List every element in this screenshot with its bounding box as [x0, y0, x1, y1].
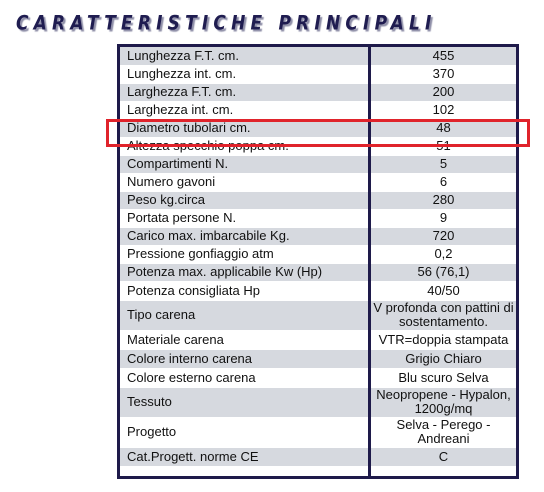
- table-row: [120, 227, 516, 245]
- row-value: 51: [371, 137, 516, 155]
- row-value: 0,2: [371, 245, 516, 263]
- row-label: Cat.Progett. norme CE: [120, 447, 368, 466]
- row-label: Larghezza int. cm.: [120, 101, 368, 119]
- row-value: 48: [371, 119, 516, 137]
- table-row: [120, 173, 516, 191]
- table-row: [120, 447, 516, 466]
- row-label: Altezza specchio poppa cm.: [120, 137, 368, 155]
- row-label: Tessuto: [120, 387, 368, 417]
- row-label: Colore interno carena: [120, 349, 368, 368]
- table-row: [120, 65, 516, 83]
- row-label: Lunghezza F.T. cm.: [120, 47, 368, 65]
- row-value: Grigio Chiaro: [371, 349, 516, 368]
- row-value: 455: [371, 47, 516, 65]
- table-row: [120, 281, 516, 300]
- row-label: Colore esterno carena: [120, 368, 368, 387]
- row-value: 6: [371, 173, 516, 191]
- table-row: [120, 101, 516, 119]
- row-value: C: [371, 447, 516, 466]
- row-label: Diametro tubolari cm.: [120, 119, 368, 137]
- table-row: [120, 417, 516, 447]
- specs-table-grid: [120, 47, 516, 467]
- row-value: 102: [371, 101, 516, 119]
- row-value: 200: [371, 83, 516, 101]
- table-row: [120, 300, 516, 330]
- row-label: Portata persone N.: [120, 209, 368, 227]
- row-value: V profonda con pattini di sostentamento.: [371, 300, 516, 330]
- row-value: 56 (76,1): [371, 263, 516, 281]
- row-label: Tipo carena: [120, 300, 368, 330]
- table-row: [120, 330, 516, 349]
- row-label: Materiale carena: [120, 330, 368, 349]
- table-row: [120, 191, 516, 209]
- row-value: Blu scuro Selva: [371, 368, 516, 387]
- row-label: Progetto: [120, 417, 368, 447]
- table-row: [120, 137, 516, 155]
- row-label: Potenza consigliata Hp: [120, 281, 368, 300]
- row-value: Neopropene - Hypalon, 1200g/mq: [371, 387, 516, 417]
- row-label: Potenza max. applicabile Kw (Hp): [120, 263, 368, 281]
- column-divider: [368, 47, 371, 476]
- table-row: [120, 47, 516, 65]
- row-label: Lunghezza int. cm.: [120, 65, 368, 83]
- table-row: [120, 83, 516, 101]
- row-label: Numero gavoni: [120, 173, 368, 191]
- row-value: 720: [371, 227, 516, 245]
- row-value: 9: [371, 209, 516, 227]
- row-label: Peso kg.circa: [120, 191, 368, 209]
- table-row: [120, 263, 516, 281]
- row-label: Carico max. imbarcabile Kg.: [120, 227, 368, 245]
- table-row: [120, 368, 516, 387]
- row-value: 40/50: [371, 281, 516, 300]
- page-title: CARATTERISTICHE PRINCIPALI: [16, 12, 437, 35]
- row-value: VTR=doppia stampata: [371, 330, 516, 349]
- table-row: [120, 119, 516, 137]
- row-label: Pressione gonfiaggio atm: [120, 245, 368, 263]
- specs-table: [117, 44, 519, 479]
- row-label: Larghezza F.T. cm.: [120, 83, 368, 101]
- row-value: 370: [371, 65, 516, 83]
- row-label: Compartimenti N.: [120, 155, 368, 173]
- row-value: 280: [371, 191, 516, 209]
- table-row: [120, 245, 516, 263]
- row-value: 5: [371, 155, 516, 173]
- table-row: [120, 155, 516, 173]
- row-value: Selva - Perego - Andreani: [371, 417, 516, 447]
- table-row: [120, 209, 516, 227]
- table-row: [120, 349, 516, 368]
- table-row: [120, 387, 516, 417]
